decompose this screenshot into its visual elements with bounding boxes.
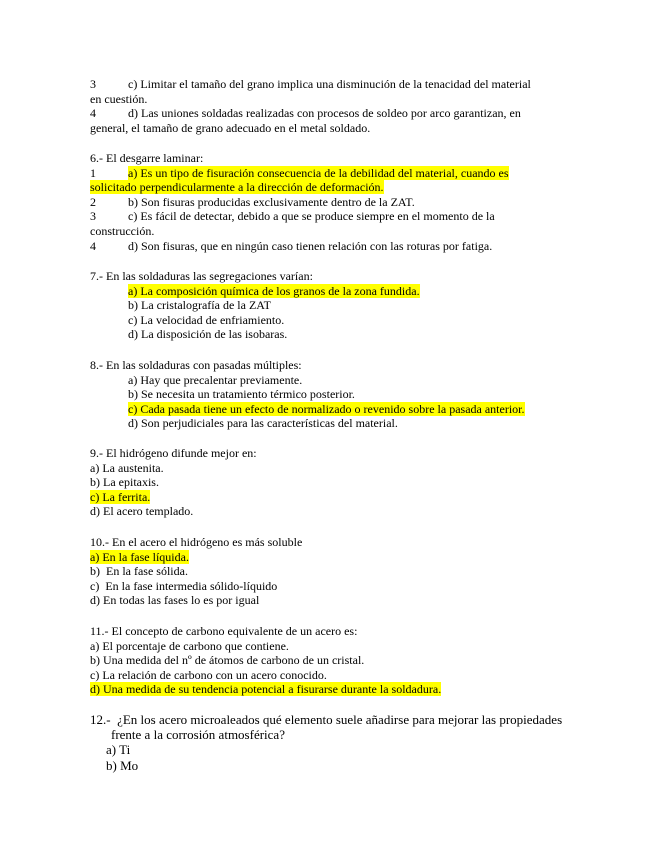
question-title: 11.- El concepto de carbono equivalente de un acero es: — [90, 624, 358, 638]
option-text: d) En todas las fases lo es por igual — [90, 593, 260, 608]
option-text: b) Mo — [106, 757, 139, 773]
option-text: d) Son perjudiciales para las características del material. — [128, 416, 398, 431]
option-text-highlighted: a) En la fase líquida. — [90, 549, 189, 564]
option-text-highlighted: c) La ferrita. — [90, 489, 151, 504]
option-text: a) El porcentaje de carbono que contiene. — [90, 638, 289, 653]
option-line — [90, 682, 560, 697]
question-8 — [90, 358, 560, 431]
option-text-cont: en cuestión. — [90, 91, 148, 106]
option-line — [90, 106, 560, 121]
option-line — [90, 209, 560, 224]
option-number: 4 — [90, 106, 96, 121]
question-title: 8.- En las soldaduras con pasadas múltiples: — [90, 358, 302, 372]
option-text: b) La cristalografía de la ZAT — [128, 298, 271, 313]
option-text-highlighted: c) Cada pasada tiene un efecto de normalizado o revenido sobre la pasada anterior. — [128, 401, 525, 416]
option-text: a) La austenita. — [90, 460, 164, 475]
question-12 — [90, 712, 563, 773]
question-title-cont: frente a la corrosión atmosférica? — [111, 727, 285, 743]
option-text: c) En la fase intermedia sólido-líquido — [90, 578, 278, 593]
question-7 — [90, 269, 560, 342]
option-text: c) La relación de carbono con un acero conocido. — [90, 667, 327, 682]
prev-question-tail — [90, 77, 560, 135]
option-text: b) Se necesita un tratamiento térmico posterior. — [128, 387, 355, 402]
option-number: 3 — [90, 77, 96, 91]
option-text-highlighted: d) Una medida de su tendencia potencial a fisurarse durante la soldadura. — [90, 682, 442, 697]
question-title: 9.- El hidrógeno difunde mejor en: — [90, 446, 257, 460]
option-line — [90, 550, 560, 565]
option-text: b) La epitaxis. — [90, 475, 159, 490]
option-line — [90, 284, 560, 299]
option-line — [90, 490, 560, 505]
question-6 — [90, 151, 560, 253]
question-10 — [90, 535, 560, 608]
option-text-highlighted: a) Es un tipo de fisuración consecuencia de la debilidad del material, cuando es — [128, 165, 509, 180]
option-line — [90, 166, 560, 181]
option-text: c) Es fácil de detectar, debido a que se produce siempre en el momento de la — [128, 209, 495, 224]
option-text: d) El acero templado. — [90, 504, 194, 519]
question-11 — [90, 624, 560, 697]
option-line — [90, 239, 560, 254]
option-text-cont: construcción. — [90, 223, 155, 238]
question-title: 10.- En el acero el hidrógeno es más soluble — [90, 535, 303, 549]
option-text: c) La velocidad de enfriamiento. — [128, 312, 285, 327]
option-text: d) La disposición de las isobaras. — [128, 327, 288, 342]
option-number: 3 — [90, 209, 96, 224]
option-text: b) Una medida del nº de átomos de carbono de un cristal. — [90, 653, 365, 668]
option-line-cont — [90, 180, 560, 195]
question-title: 12.- ¿En los acero microaleados qué elemento suele añadirse para mejorar las propiedades — [90, 712, 563, 727]
option-line — [90, 195, 560, 210]
option-text: d) Son fisuras, que en ningún caso tienen relación con las roturas por fatiga. — [128, 238, 493, 253]
question-title: 7.- En las soldaduras las segregaciones varían: — [90, 269, 313, 283]
option-text: a) Hay que precalentar previamente. — [128, 372, 303, 387]
option-line — [90, 402, 560, 417]
question-9 — [90, 446, 560, 519]
option-text: d) Las uniones soldadas realizadas con procesos de soldeo por arco garantizan, en — [128, 106, 521, 121]
option-text-highlighted-cont: solicitado perpendicularmente a la dirección de deformación. — [90, 180, 384, 195]
option-text: b) En la fase sólida. — [90, 564, 188, 579]
option-text: b) Son fisuras producidas exclusivamente dentro de la ZAT. — [128, 194, 415, 209]
option-text: a) Ti — [106, 742, 131, 758]
option-number: 4 — [90, 238, 96, 253]
option-number: 1 — [90, 165, 96, 180]
option-text: c) Limitar el tamaño del grano implica una disminución de la tenacidad del material — [128, 77, 531, 91]
question-title: 6.- El desgarre laminar: — [90, 151, 204, 165]
option-number: 2 — [90, 194, 96, 209]
option-text-cont: general, el tamaño de grano adecuado en el metal soldado. — [90, 120, 371, 135]
option-line — [90, 77, 560, 92]
option-text-highlighted: a) La composición química de los granos de la zona fundida. — [128, 283, 420, 298]
